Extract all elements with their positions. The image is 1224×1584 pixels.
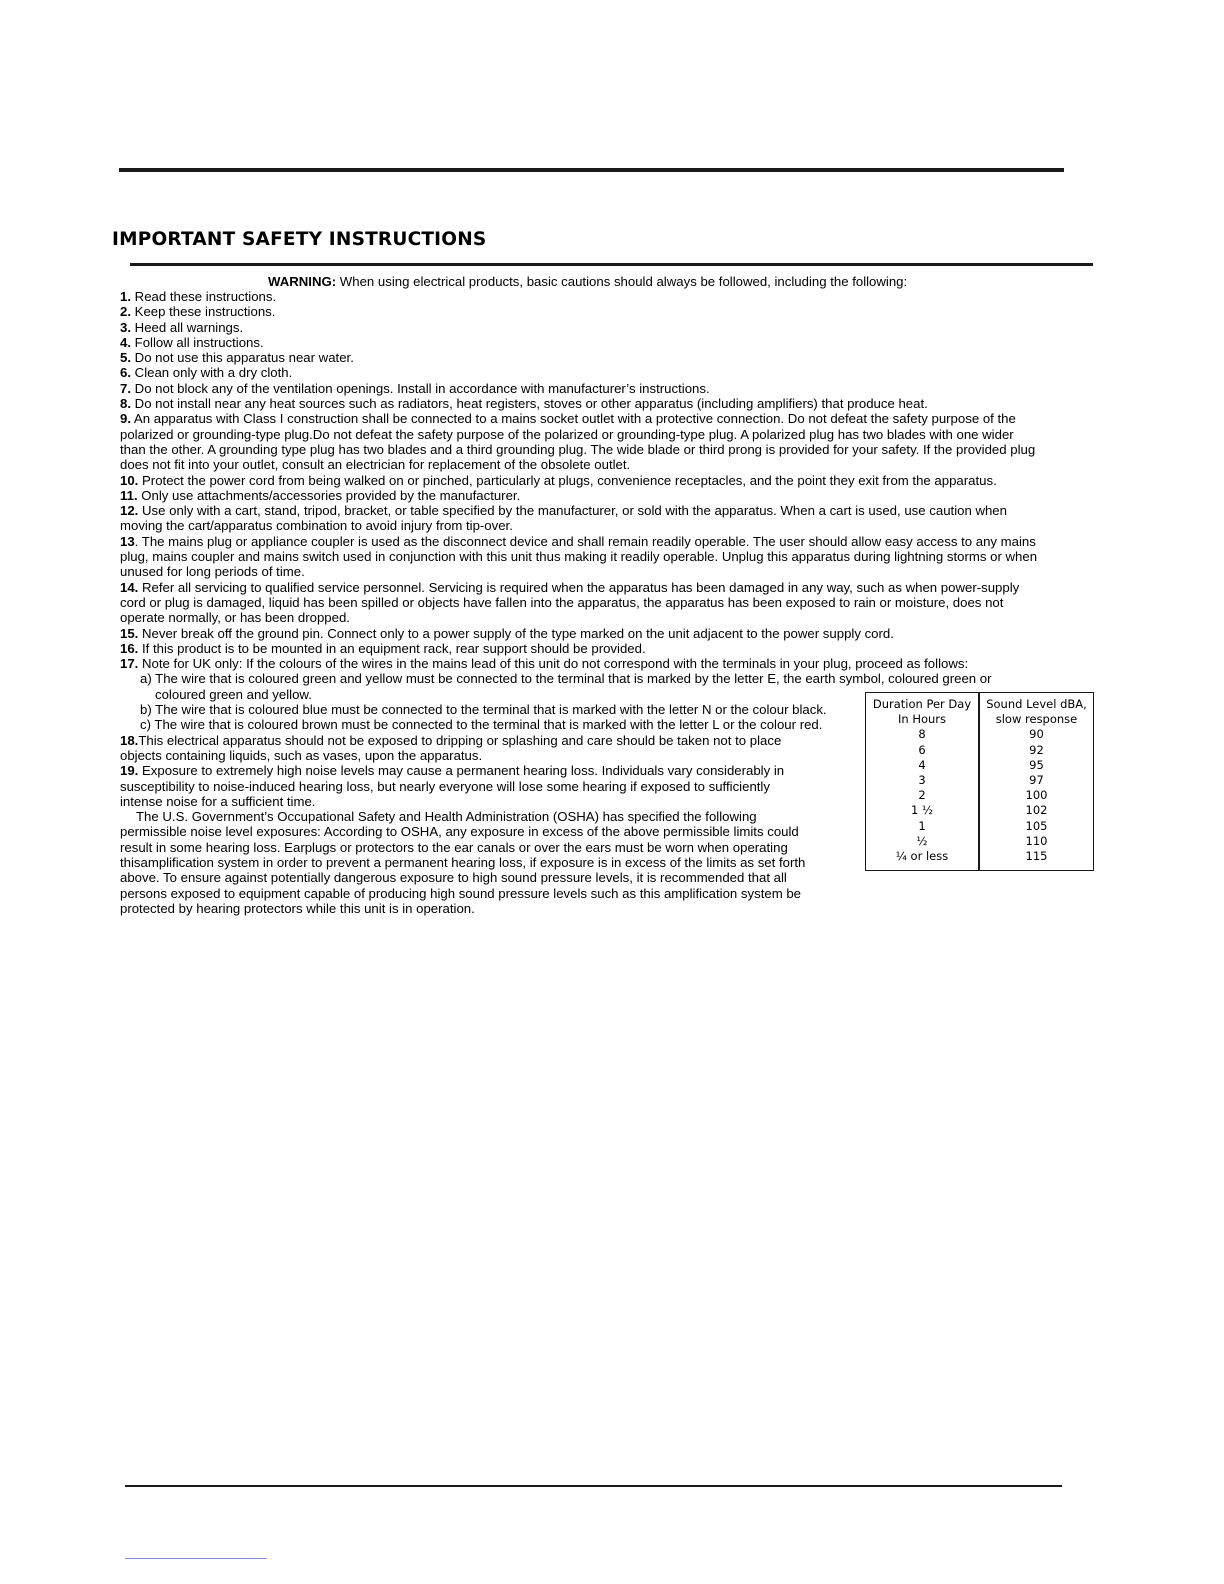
instruction-8: 8. Do not install near any heat sources such as radiators, heat registers, stoves or other apparatus (including amplifiers) that produce heat. (120, 396, 928, 412)
duration-cell: 2 (918, 788, 926, 803)
header-rule (119, 168, 1064, 172)
level-header: slow response (995, 712, 1078, 727)
footer-rule (125, 1485, 1062, 1487)
duration-header: In Hours (897, 712, 947, 727)
title-rule (130, 263, 1093, 266)
osha-paragraph: The U.S. Government’s Occupational Safety and Health Administration (OSHA) has specified the following permissible noise level exposures: According to OSHA, any exposure in excess of the above permissible limits could result in some hearing loss. Earplugs or protectors to the ear canals or over the ears must be worn when operating thisamplification system in order to prevent a permanent hearing loss, if exposure is in excess of the limits as set forth above. To ensure against potentially dangerous exposure to high sound pressure levels, it is recommended that all persons exposed to equipment capable of producing high sound pressure levels such as this amplification system be protected by hearing protectors while this unit is in operation. (120, 809, 806, 916)
instruction-14: 14. Refer all servicing to qualified service personnel. Servicing is required when the apparatus has been damaged in any way, such as when power-supply cord or plug is damaged, liquid has been spilled or objects have fallen into the apparatus, the apparatus has been exposed to rain or moisture, does not operate normally, or has been dropped. (120, 579, 1020, 626)
duration-column (866, 697, 978, 864)
level-cell: 95 (1029, 757, 1044, 772)
instruction-5: 5. Do not use this apparatus near water. (120, 350, 354, 366)
level-column (980, 697, 1093, 864)
instruction-1: 1. Read these instructions. (120, 289, 277, 304)
instruction-2: 2. Keep these instructions. (120, 304, 276, 320)
duration-cell: ¼ or less (895, 848, 949, 863)
instruction-7: 7. Do not block any of the ventilation openings. Install in accordance with manufacturer’s instructions. (120, 380, 710, 396)
level-cell: 110 (1025, 833, 1048, 848)
instruction-3: 3. Heed all warnings. (120, 319, 244, 335)
instruction-16: 16. If this product is to be mounted in an equipment rack, rear support should be provided. (120, 640, 646, 656)
instruction-9: 9. An apparatus with Class I construction shall be connected to a mains socket outlet with a protective connection. Do not defeat the safety purpose of the polarized or grounding-type plug.Do not defeat the safety purpose of the polarized or grounding-type plug. A polarized plug has two blades with one wider than the other. A grounding type plug has two blades and a third grounding plug. The wide blade or third prong is provided for your safety. If the provided plug does not fit into your outlet, consult an electrician for replacement of the obsolete outlet. (120, 411, 1036, 473)
warning-label: WARNING: (268, 274, 337, 289)
instruction-6: 6. Clean only with a dry cloth. (120, 365, 293, 381)
duration-cell: 8 (918, 727, 926, 742)
level-cell: 92 (1029, 742, 1044, 757)
level-cell: 102 (1025, 803, 1048, 818)
uk-wire-c: c) The wire that is coloured brown must be connected to the terminal that is marked with the letter L or the colour red. (140, 717, 823, 733)
warning-text: When using electrical products, basic cautions should always be followed, including the following: (336, 274, 908, 289)
warning-line (268, 274, 907, 289)
instruction-17: 17. Note for UK only: If the colours of the wires in the mains lead of this unit do not correspond with the terminals in your plug, proceed as follows: a) The wire that is coloured green and yellow must be connected to the terminal that is marked by the letter E, the earth symbol, coloured green or coloured green and yellow. b) The wire that is coloured blue must be connected to the terminal that is marked with the letter N or the colour black. c) The wire that is coloured brown must be connected to the terminal that is marked with the letter L or the colour red. (120, 656, 1100, 732)
instruction-10: 10. Protect the power cord from being walked on or pinched, particularly at plugs, convenience receptacles, and the point they exit from the apparatus. (120, 472, 997, 488)
page-title: IMPORTANT SAFETY INSTRUCTIONS (112, 229, 487, 250)
duration-cell: 3 (918, 772, 926, 787)
duration-cell: 1 (918, 818, 926, 833)
noise-exposure-table (865, 692, 1094, 871)
level-cell: 100 (1025, 788, 1048, 803)
duration-cell: 4 (918, 757, 926, 772)
instruction-18: 18.This electrical apparatus should not be exposed to dripping or splashing and care should be taken not to place objects containing liquids, such as vases, upon the apparatus. (120, 732, 782, 763)
level-cell: 97 (1029, 772, 1044, 787)
duration-cell: 1 ½ (910, 803, 934, 818)
duration-cell: 6 (918, 742, 926, 757)
instruction-15: 15. Never break off the ground pin. Connect only to a power supply of the type marked on the unit adjacent to the power supply cord. (120, 625, 894, 641)
instruction-12: 12. Use only with a cart, stand, tripod, bracket, or table specified by the manufacturer, or sold with the apparatus. When a cart is used, use caution when moving the cart/apparatus combination to avoid injury from tip-over. (120, 503, 1007, 534)
level-header: Sound Level dBA, (986, 697, 1087, 711)
uk-wire-a: a) The wire that is coloured green and yellow must be connected to the terminal that is marked by the letter E, the earth symbol, coloured green or (140, 671, 992, 687)
uk-wire-b: b) The wire that is coloured blue must be connected to the terminal that is marked with the letter N or the colour black. (140, 702, 827, 718)
instruction-19: 19. Exposure to extremely high noise levels may cause a permanent hearing loss. Individuals vary considerably in susceptibility to noise-induced hearing loss, but nearly everyone will lose some hearing if exposed to sufficiently intense noise for a sufficient time. (120, 763, 785, 809)
uk-wire-a-cont: coloured green and yellow. (155, 686, 312, 702)
duration-cell: ½ (916, 833, 928, 848)
instruction-11: 11. Only use attachments/accessories provided by the manufacturer. (120, 487, 521, 503)
duration-header: Duration Per Day (872, 697, 972, 711)
level-cell: 105 (1025, 818, 1048, 833)
level-cell: 115 (1025, 848, 1048, 863)
level-cell: 90 (1029, 727, 1044, 742)
instruction-4: 4. Follow all instructions. (120, 334, 264, 350)
footer-link-underline[interactable] (125, 1558, 267, 1559)
instruction-13: 13. The mains plug or appliance coupler is used as the disconnect device and shall remain readily operable. The user should allow easy access to any mains plug, mains coupler and mains switch used in conjunction with this unit thus making it readily operable. Unplug this apparatus during lightning storms or when unused for long periods of time. (120, 533, 1038, 580)
